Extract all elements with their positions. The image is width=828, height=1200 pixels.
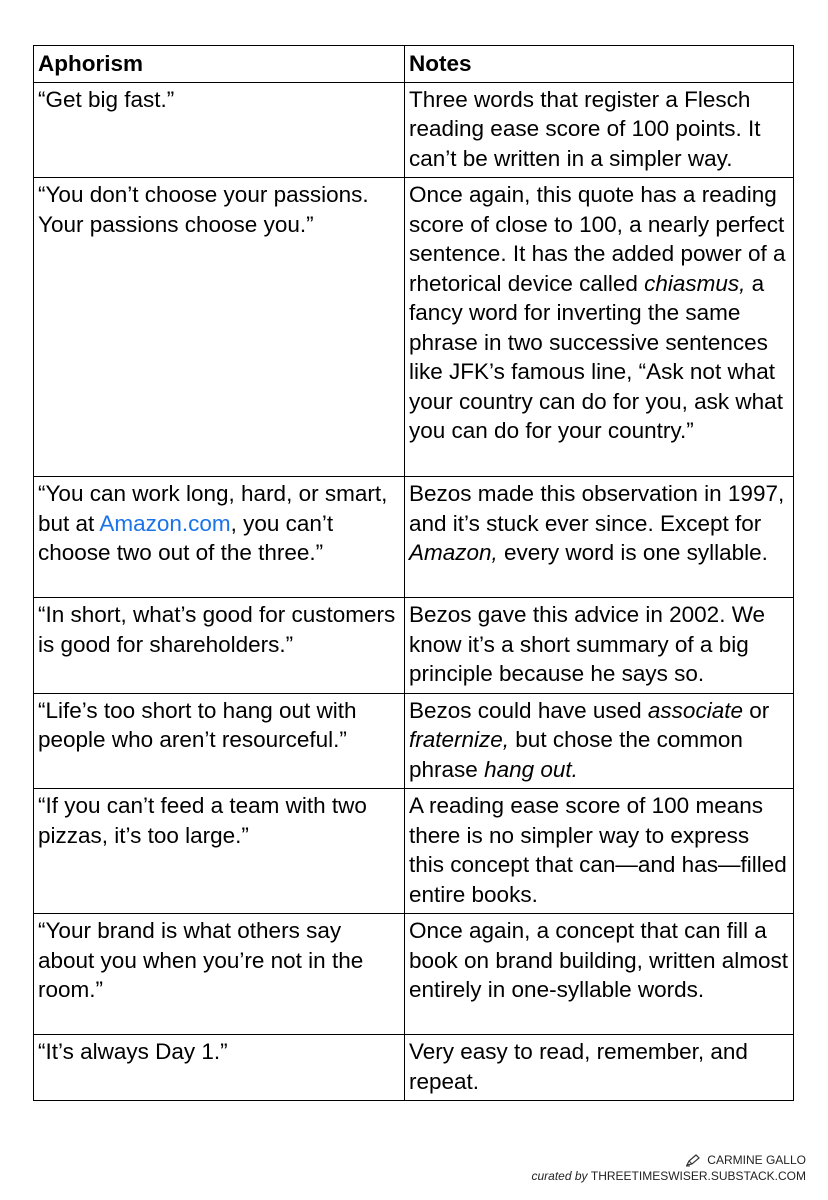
header-aphorism: Aphorism <box>34 46 405 83</box>
aphorism-cell <box>34 789 405 914</box>
aphorism-cell <box>34 693 405 789</box>
notes-cell <box>405 693 794 789</box>
notes-text: Bezos made this observation in 1997, and it’s stuck ever since. Except for <box>409 481 785 536</box>
footer-credit <box>531 1152 806 1184</box>
notes-cell <box>405 914 794 1035</box>
aphorism-text: “You can work long, hard, or smart, but at <box>38 481 388 536</box>
aphorism-cell <box>34 82 405 178</box>
notes-text: a fancy word for inverting the same phrase in two successive sentences like JFK’s famous line, “Ask not what your country can do for you, ask what you can do for your country.” <box>409 270 783 443</box>
notes-cell <box>405 477 794 598</box>
aphorism-cell <box>34 914 405 1035</box>
table-header-row <box>34 46 794 83</box>
table-row <box>34 914 794 1035</box>
notes-text: Bezos gave this advice in 2002. We know it’s a short summary of a big principle because he says so. <box>409 602 766 686</box>
table-row <box>34 789 794 914</box>
table-row <box>34 1035 794 1101</box>
aphorism-text: “If you can’t feed a team with two pizzas, it’s too large.” <box>38 793 367 848</box>
aphorism-table <box>33 45 794 1101</box>
aphorism-text: “Your brand is what others say about you when you’re not in the room.” <box>38 918 364 1002</box>
author-name: CARMINE GALLO <box>707 1153 806 1167</box>
curated-prefix: curated by <box>531 1169 588 1183</box>
aphorism-text: “In short, what’s good for customers is good for shareholders.” <box>38 602 396 657</box>
notes-italic-term: Amazon, <box>409 540 498 565</box>
aphorism-text: “Life’s too short to hang out with people who aren’t resourceful.” <box>38 697 357 752</box>
curated-site-link[interactable]: THREETIMESWISER.SUBSTACK.COM <box>590 1169 806 1183</box>
notes-cell <box>405 789 794 914</box>
notes-italic-term: associate <box>647 697 743 723</box>
notes-text: Very easy to read, remember, and repeat. <box>409 1039 748 1094</box>
notes-text: Once again, a concept that can fill a book on brand building, written almost entirely in one-syllable words. <box>409 918 788 1002</box>
notes-cell <box>405 178 794 477</box>
table-row <box>34 477 794 598</box>
header-notes: Notes <box>405 46 794 83</box>
author-line <box>531 1152 806 1168</box>
table-row <box>34 82 794 178</box>
notes-text: Bezos could have used <box>409 697 648 723</box>
notes-italic-term: fraternize, <box>409 727 510 752</box>
notes-text: every word is one syllable. <box>497 540 768 565</box>
aphorism-cell <box>34 178 405 477</box>
aphorism-text: , you can’t choose two out of the three.” <box>38 510 334 565</box>
notes-cell <box>405 598 794 694</box>
table-row <box>34 178 794 477</box>
notes-text: Once again, this quote has a reading score of close to 100, a nearly perfect sentence. It has the added power of a rhetorical device called <box>409 182 786 296</box>
amazon-link[interactable]: Amazon.com <box>99 510 231 536</box>
notes-cell <box>405 1035 794 1101</box>
aphorism-cell <box>34 598 405 694</box>
aphorism-cell <box>34 1035 405 1101</box>
pen-icon <box>685 1153 701 1167</box>
notes-text: A reading ease score of 100 means there is no simpler way to express this concept that can—and has—filled entire books. <box>409 793 787 907</box>
notes-text: or <box>742 697 770 723</box>
notes-cell <box>405 82 794 178</box>
notes-text: but chose the common phrase <box>409 727 743 782</box>
aphorism-text: “It’s always Day 1.” <box>38 1039 228 1064</box>
notes-text: Three words that register a Flesch reading ease score of 100 points. It can’t be written in a simpler way. <box>409 86 761 171</box>
table-row <box>34 598 794 694</box>
table-row <box>34 693 794 789</box>
aphorism-text: “Get big fast.” <box>38 86 175 112</box>
notes-italic-term: chiasmus, <box>644 270 746 296</box>
aphorism-text: “You don’t choose your passions. Your passions choose you.” <box>38 182 369 237</box>
aphorism-cell <box>34 477 405 598</box>
curated-line <box>531 1168 806 1184</box>
notes-italic-term: hang out. <box>484 756 578 782</box>
